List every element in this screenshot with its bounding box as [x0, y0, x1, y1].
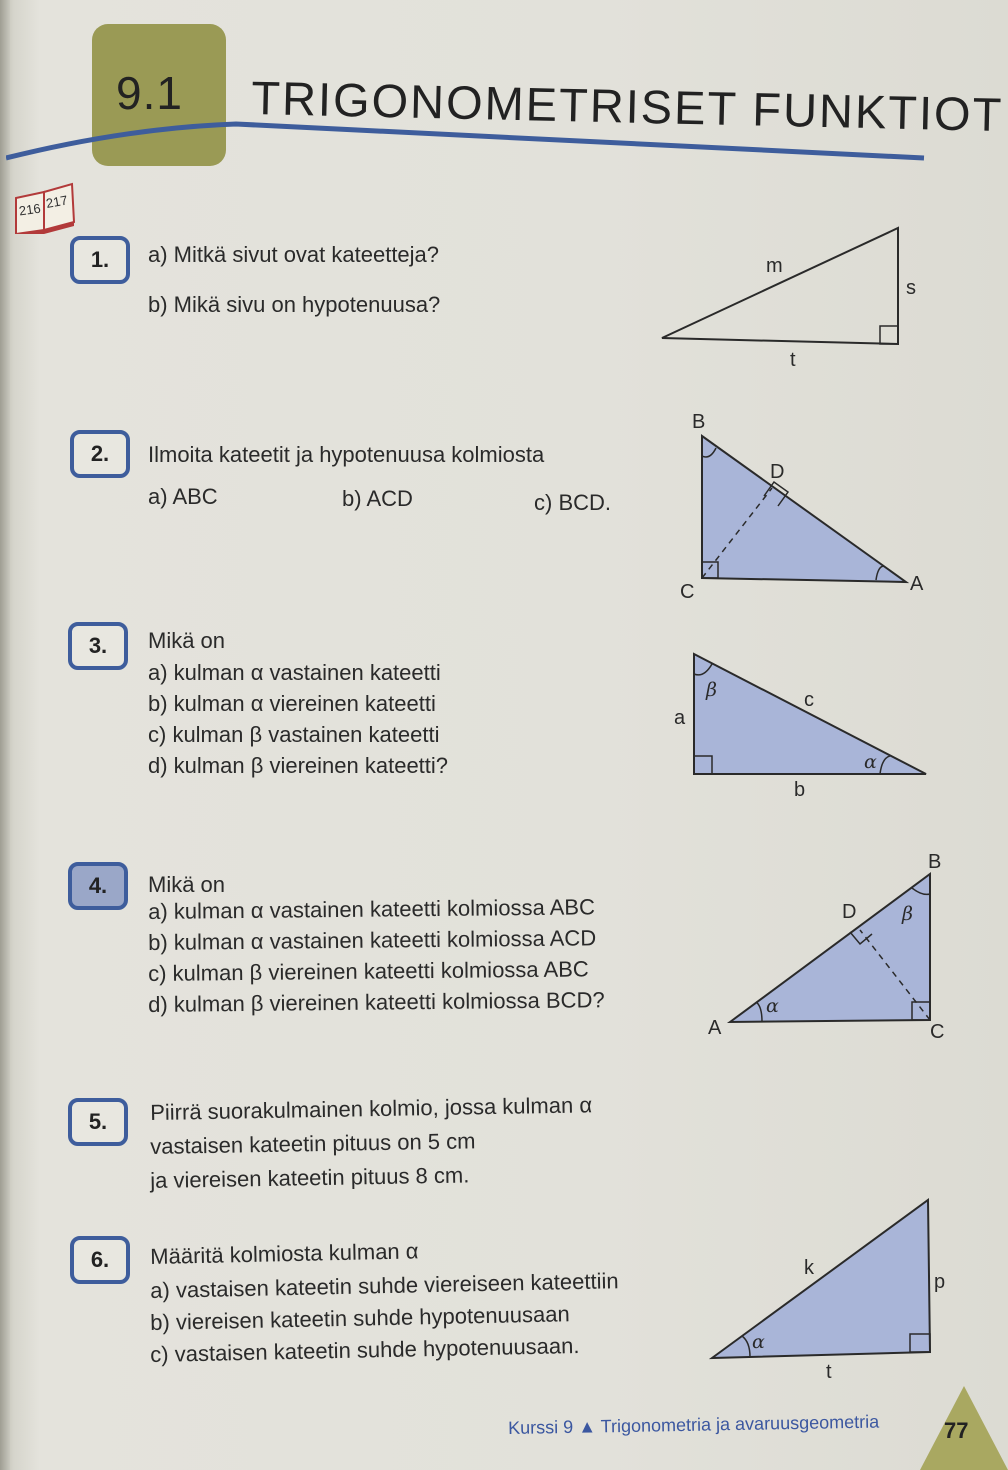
exercise-3-line-b: b) kulman α viereinen kateetti [148, 691, 436, 716]
page-title: TRIGONOMETRISET FUNKTIOT [250, 70, 1004, 142]
exercise-number-2: 2. [70, 430, 130, 478]
label-beta: β [706, 679, 717, 701]
label-b: b [794, 779, 806, 801]
exercise-number-6: 6. [70, 1236, 130, 1284]
exercise-6-figure [700, 1190, 960, 1390]
label-A: A [708, 1017, 722, 1039]
exercise-3-line-c: c) kulman β vastainen kateetti [148, 722, 440, 747]
label-C: C [680, 581, 695, 603]
label-C: C [930, 1021, 945, 1043]
ref-page-left: 216 [17, 200, 42, 219]
exercise-2-line-b: b) ACD [342, 486, 413, 511]
exercise-4-line-b: b) kulman α vastainen kateetti kolmiossa ACD [148, 925, 597, 955]
exercise-number-1: 1. [70, 236, 130, 284]
ref-page-right: 217 [44, 192, 69, 211]
label-alpha: α [766, 995, 779, 1017]
label-D: D [770, 461, 785, 483]
exercise-4-line-c: c) kulman β viereinen kateetti kolmiossa ABC [148, 956, 589, 986]
exercise-1-figure [650, 220, 920, 380]
page-binding-edge [0, 0, 10, 1470]
label-s: s [906, 277, 916, 299]
exercise-5-line-1: Piirrä suorakulmainen kolmio, jossa kulman α [150, 1092, 593, 1125]
label-alpha: α [864, 751, 877, 773]
label-beta: β [902, 903, 913, 925]
footer-topic: Trigonometria ja avaruusgeometria [600, 1411, 880, 1437]
label-B: B [928, 851, 942, 873]
label-a: a [674, 707, 686, 729]
exercise-4-line-a: a) kulman α vastainen kateetti kolmiossa ABC [148, 894, 596, 924]
exercise-number-3: 3. [68, 622, 128, 670]
exercise-3-line-a: a) kulman α vastainen kateetti [148, 660, 441, 685]
exercise-5-line-2: vastaisen kateetin pituus on 5 cm [150, 1128, 476, 1159]
exercise-2-line-c: c) BCD. [534, 490, 611, 515]
exercise-3-line-d: d) kulman β viereinen kateetti? [148, 753, 449, 778]
exercise-3-intro: Mikä on [148, 628, 226, 653]
exercise-2-line-a: a) ABC [148, 484, 218, 509]
label-m: m [766, 255, 783, 277]
label-c: c [804, 689, 814, 711]
exercise-4-figure [700, 848, 960, 1048]
triangle-bullet-icon: ▲ [578, 1416, 601, 1437]
label-alpha: α [752, 1331, 765, 1353]
label-D: D [842, 901, 857, 923]
exercise-number-4: 4. [68, 862, 128, 910]
exercise-6-line-b: b) viereisen kateetin suhde hypotenuusaan [150, 1301, 570, 1335]
exercise-3-figure [668, 640, 938, 810]
book-reference-icon [14, 182, 76, 234]
section-number: 9.1 [116, 67, 183, 119]
footer-course-name: Kurssi 9 [508, 1416, 574, 1438]
exercise-2-intro: Ilmoita kateetit ja hypotenuusa kolmiosta [148, 442, 545, 467]
page-number: 77 [944, 1418, 969, 1443]
exercise-6-line-c: c) vastaisen kateetin suhde hypotenuusaan. [150, 1333, 580, 1367]
exercise-6-line-a: a) vastaisen kateetin suhde viereiseen kateettiin [150, 1268, 619, 1303]
exercise-1-line-a: a) Mitkä sivut ovat kateetteja? [148, 242, 440, 267]
exercise-1-line-b: b) Mikä sivu on hypotenuusa? [148, 292, 441, 317]
label-k: k [804, 1257, 814, 1279]
exercise-number-5: 5. [68, 1098, 128, 1146]
label-A: A [910, 573, 924, 595]
exercise-6-intro: Määritä kolmiosta kulman α [150, 1238, 419, 1269]
exercise-5-line-3: ja viereisen kateetin pituus 8 cm. [150, 1162, 470, 1193]
label-t: t [790, 349, 796, 371]
label-p: p [934, 1271, 946, 1293]
label-t: t [826, 1361, 832, 1383]
exercise-4-line-d: d) kulman β viereinen kateetti kolmiossa BCD? [148, 987, 605, 1017]
exercise-4-intro: Mikä on [148, 872, 226, 897]
exercise-2-figure [670, 406, 940, 606]
label-B: B [692, 411, 706, 433]
